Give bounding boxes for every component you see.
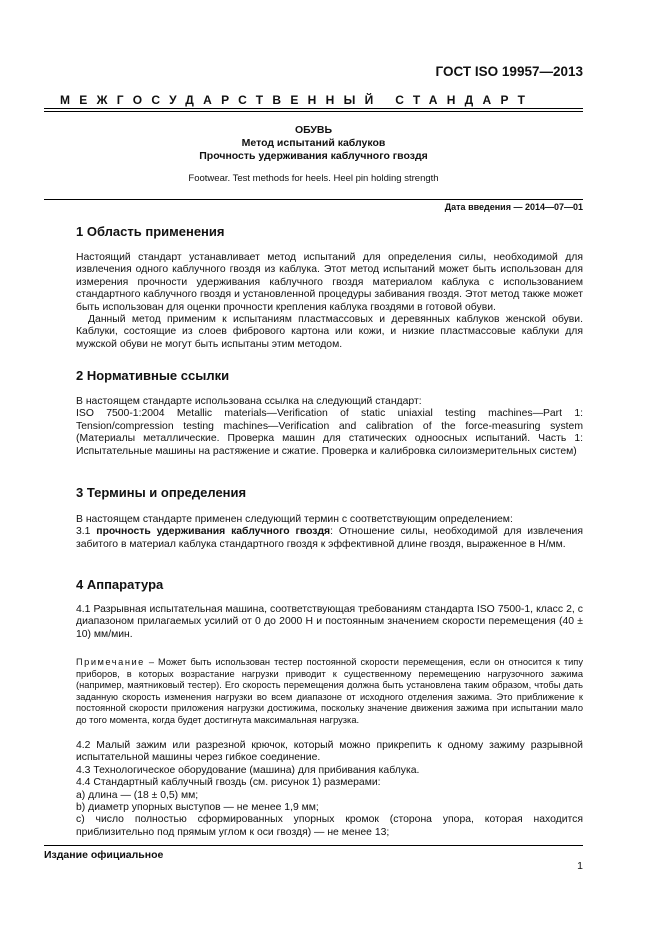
term-text: : Отношение силы, необходимой для извлечения забитого в материал каблука стандартного гвоздя к эффективной длине гвоздя, выраженное в Н/мм.: [76, 526, 583, 550]
standard-banner: МЕЖГОСУДАРСТВЕННЫЙ СТАНДАРТ: [60, 93, 535, 107]
standard-code: ГОСТ ISO 19957—2013: [435, 64, 583, 79]
section-1-body: [76, 252, 583, 351]
section-3-heading: 3 Термины и определения: [76, 485, 247, 500]
english-title: Footwear. Test methods for heels. Heel pin holding strength: [188, 173, 439, 184]
banner-rule: [44, 108, 583, 109]
list-item-c: c) число полностью сформированных упорных кромок (сторона упора, которая находится приблизительно под прямым углом к оси гвоздя) — не менее 13;: [76, 814, 583, 838]
section-1-paragraph-2: Данный метод применим к испытаниям пластмассовых и деревянных каблуков женской обуви. Каблуки, состоящие из слоев фибрового картона или кожи, и низкие пластмассовые каблуки для мужской обуви не могут быть испытаны этим методом.: [76, 314, 583, 350]
section-1-paragraph-1: Настоящий стандарт устанавливает метод испытаний для определения силы, необходимой для извлечения одного каблучного гвоздя из каблука. Этот метод испытаний может быть использован для измерения прочности удерживания каблучного гвоздя материалом каблука с использованием стандартного каблучного гвоздя и установленной процедуры забивания гвоздя. Этот метод также может быть использован для оценки прочности крепления каблука гвоздями в готовой обуви.: [76, 252, 583, 313]
section-4-item-2: 4.2 Малый зажим или разрезной крючок, который можно прикрепить к одному зажиму разрывной испытательной машины через гибкое соединение.: [76, 740, 583, 764]
title-line-1: ОБУВЬ: [294, 124, 333, 136]
section-4-item-4: 4.4 Стандартный каблучный гвоздь (см. рисунок 1) размерами:: [76, 777, 381, 789]
page-number: 1: [577, 860, 583, 872]
footer-rule: [44, 845, 583, 846]
edition-label: Издание официальное: [44, 849, 164, 861]
title-line-2: Метод испытаний каблуков: [241, 137, 386, 149]
list-item-b: b) диаметр упорных выступов — не менее 1,9 мм;: [76, 802, 319, 814]
note-label: Примечание: [76, 657, 145, 667]
section-2-paragraph-2: ISO 7500-1:2004 Metallic materials—Verification of static uniaxial testing machines—Part 1: Tension/compression testing machines—Verification and calibration of the force-measuring system (Материалы металлические. Проверка машин для статических одноосных испытаний. Часть 1: Испытательные машины на растяжение и сжатие. Проверка и калибровка силоизмерительных систем): [76, 408, 583, 457]
date-rule: [44, 199, 583, 200]
section-2-paragraph-1: В настоящем стандарте использована ссылка на следующий стандарт:: [76, 396, 422, 407]
section-2-heading: 2 Нормативные ссылки: [76, 368, 230, 383]
banner-rule-thin: [44, 111, 583, 112]
document-title: [44, 124, 583, 163]
term-definition: [76, 526, 583, 551]
section-2-body: [76, 396, 583, 458]
section-4-heading: 4 Аппаратура: [76, 577, 164, 592]
section-1-heading: 1 Область применения: [76, 224, 225, 239]
section-3-paragraph-1: В настоящем стандарте применен следующий термин с соответствующим определением:: [76, 514, 513, 525]
introduction-date: Дата введения — 2014—07—01: [444, 202, 583, 212]
note-block: [76, 657, 583, 727]
note-text: – Может быть использован тестер постоянной скорости перемещения, если он относится к типу приборов, в которых возрастание нагрузки приводит к существенному перемещению нагрузочного зажима (например, маятниковый тестер). Его скорость перемещения должна быть установлена таким образом, чтобы дать заданную скорость изменения нагрузки во всем диапазоне от исходного отделения зажима. Это приближение к постоянной скорости приложения нагрузки достижима, поскольку значение движения зажима при испытании мало до того момента, когда будет достигнута максимальная нагрузка.: [76, 657, 583, 725]
section-4-item-1: 4.1 Разрывная испытательная машина, соответствующая требованиям стандарта ISO 7500-1, класс 2, с диапазоном прилагаемых усилий от 0 до 2000 Н и постоянным значением скорости перемещения (40 ± 10) мм/мин.: [76, 604, 583, 640]
section-4-item-3: 4.3 Технологическое оборудование (машина) для прибивания каблука.: [76, 764, 420, 776]
term-name: прочность удерживания каблучного гвоздя: [96, 526, 331, 538]
list-item-a: а) длина — (18 ± 0,5) мм;: [76, 789, 199, 801]
term-number: 3.1: [76, 526, 91, 538]
title-line-3: Прочность удерживания каблучного гвоздя: [199, 150, 428, 162]
section-3-body: [76, 514, 583, 551]
section-4-body: [76, 740, 583, 839]
